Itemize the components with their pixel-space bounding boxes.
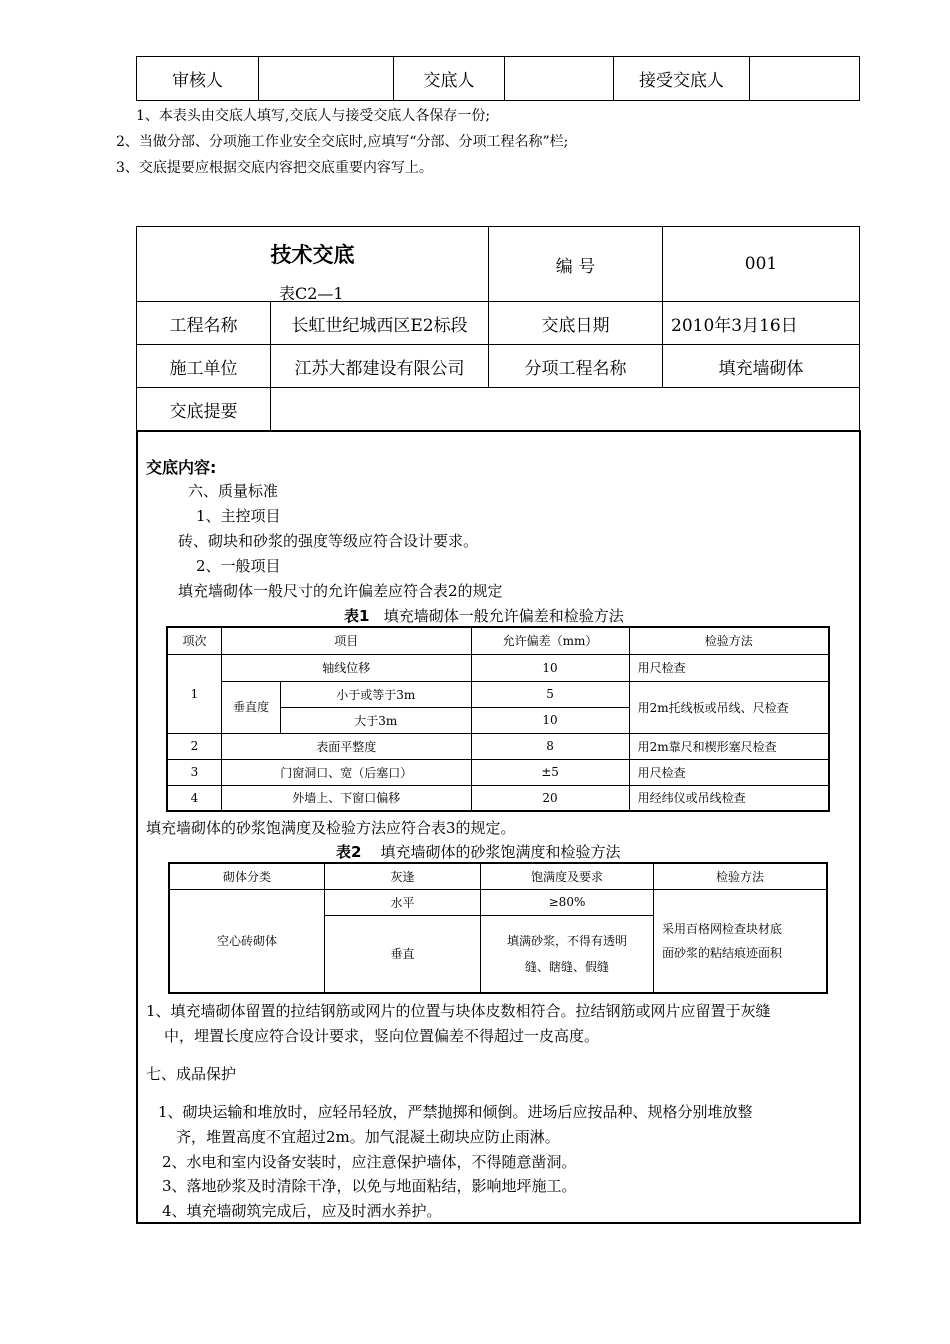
number-value: 001 <box>663 227 860 302</box>
table2-method-line2: 面砂浆的粘结痕迹面积 <box>662 945 783 960</box>
section-7-title: 七、成品保护 <box>146 1065 237 1083</box>
table2-caption-text: 填充墙砌体的砂浆饱满度和检验方法 <box>380 843 621 861</box>
table1-r1-sub2-dev: 10 <box>471 707 629 733</box>
date-label: 交底日期 <box>489 302 663 345</box>
subitem-value: 填充墙砌体 <box>663 345 860 388</box>
signature-table <box>136 56 860 101</box>
table2-joint-h: 水平 <box>325 889 481 915</box>
table1-r2-dev: 8 <box>471 733 629 759</box>
table2-joint-v: 垂直 <box>325 915 481 993</box>
table2-req-h: ≥80% <box>481 889 654 915</box>
table1-caption-text: 填充墙砌体一般允许偏差和检验方法 <box>383 607 624 625</box>
project-value: 长虹世纪城西区E2标段 <box>271 302 489 345</box>
table1-caption <box>344 605 624 626</box>
section-7-1-line2: 齐，堆置高度不宜超过2m。加气混凝土砌块应防止雨淋。 <box>176 1128 560 1146</box>
title-cell <box>137 227 489 302</box>
table1-header-no: 项次 <box>167 627 222 654</box>
table1-r3-method: 用尺检查 <box>629 759 829 785</box>
table2-header-req: 饱满度及要求 <box>481 863 654 889</box>
table1-r3-dev: ±5 <box>471 759 629 785</box>
tolerance-table <box>166 626 830 812</box>
receiver-label: 接受交底人 <box>614 57 750 101</box>
table2-req-v-line2: 缝、瞎缝、假缝 <box>524 959 609 974</box>
table1-header-method: 检验方法 <box>629 627 829 654</box>
number-label: 编 号 <box>489 227 663 302</box>
table1-r1-sub-method: 用2m托线板或吊线、尺检查 <box>629 681 829 733</box>
table1-r3-no: 3 <box>167 759 222 785</box>
section-7-1-line1: 1、砌块运输和堆放时，应轻吊轻放，严禁抛掷和倾倒。进场后应按品种、规格分别堆放整 <box>158 1103 753 1121</box>
receiver-value <box>750 57 860 101</box>
table1-r2-no: 2 <box>167 733 222 759</box>
table2-category: 空心砖砌体 <box>169 889 325 993</box>
table1-r4-method: 用经纬仪或吊线检查 <box>629 785 829 811</box>
note-2: 2、当做分部、分项施工作业安全交底时,应填写“分部、分项工程名称”栏; <box>116 134 569 150</box>
after-table1-text: 填充墙砌体的砂浆饱满度及检验方法应符合表3的规定。 <box>146 819 516 837</box>
discloser-value <box>505 57 614 101</box>
project-label: 工程名称 <box>137 302 271 345</box>
summary-label: 交底提要 <box>137 388 271 431</box>
table1-r1-sub2: 大于3m <box>281 707 472 733</box>
discloser-label: 交底人 <box>394 57 505 101</box>
table1-r1-sub1-dev: 5 <box>471 681 629 707</box>
table1-caption-label: 表1 <box>344 607 370 625</box>
section-6-title: 六、质量标准 <box>188 482 279 500</box>
table1-header-item: 项目 <box>222 627 472 654</box>
contractor-label: 施工单位 <box>137 345 271 388</box>
section-6-1-title: 1、主控项目 <box>196 507 281 525</box>
table1-r1-no: 1 <box>167 654 222 733</box>
note-3: 3、交底提要应根据交底内容把交底重要内容写上。 <box>116 160 433 176</box>
subitem-label: 分项工程名称 <box>489 345 663 388</box>
table1-r4-no: 4 <box>167 785 222 811</box>
date-value: 2010年3月16日 <box>663 302 860 345</box>
section-6-1-text: 砖、砌块和砂浆的强度等级应符合设计要求。 <box>178 532 479 550</box>
mortar-table <box>168 862 828 994</box>
form-code: 表C2—1 <box>279 284 344 303</box>
table2-req-v <box>481 915 654 993</box>
reviewer-value <box>259 57 394 101</box>
table2-caption <box>336 841 621 862</box>
table1-r3-item: 门窗洞口、宽（后塞口） <box>222 759 472 785</box>
table2-caption-label: 表2 <box>336 843 362 861</box>
table1-header-dev: 允许偏差（mm） <box>471 627 629 654</box>
paragraph-1-line2: 中，埋置长度应符合设计要求，竖向位置偏差不得超过一皮高度。 <box>164 1027 600 1045</box>
note-1: 1、本表头由交底人填写,交底人与接受交底人各保存一份; <box>136 108 491 124</box>
table1-r1-item: 轴线位移 <box>222 654 472 681</box>
table1-r1-method: 用尺检查 <box>629 654 829 681</box>
summary-value <box>271 388 860 431</box>
table2-header-category: 砌体分类 <box>169 863 325 889</box>
table2-method-line1: 采用百格网检查块材底 <box>662 921 783 936</box>
content-heading: 交底内容: <box>146 458 217 477</box>
table1-r2-method: 用2m靠尺和楔形塞尺检查 <box>629 733 829 759</box>
section-7-2: 2、水电和室内设备安装时，应注意保护墙体，不得随意凿洞。 <box>162 1153 577 1171</box>
reviewer-label: 审核人 <box>137 57 259 101</box>
table1-r4-dev: 20 <box>471 785 629 811</box>
table2-req-v-line1: 填满砂浆，不得有透明 <box>506 933 627 948</box>
section-6-2-text: 填充墙砌体一般尺寸的允许偏差应符合表2的规定 <box>178 582 503 600</box>
section-6-2-title: 2、一般项目 <box>196 557 281 575</box>
table2-method <box>654 889 828 993</box>
paragraph-1-line1: 1、填充墙砌体留置的拉结钢筋或网片的位置与块体皮数相符合。拉结钢筋或网片应留置于灰缝 <box>146 1002 771 1020</box>
page-title: 技术交底 <box>270 243 355 267</box>
table2-header-joint: 灰逢 <box>325 863 481 889</box>
table1-r1-sub1: 小于或等于3m <box>281 681 472 707</box>
header-table <box>136 226 860 431</box>
section-7-4: 4、填充墙砌筑完成后，应及时洒水养护。 <box>162 1202 442 1220</box>
table1-r1-vert-text: 垂直度 <box>233 700 270 714</box>
table1-r4-item: 外墙上、下窗口偏移 <box>222 785 472 811</box>
section-7-3: 3、落地砂浆及时清除干净，以免与地面粘结，影响地坪施工。 <box>162 1177 577 1195</box>
contractor-value: 江苏大都建设有限公司 <box>271 345 489 388</box>
table1-r2-item: 表面平整度 <box>222 733 472 759</box>
table2-header-method: 检验方法 <box>654 863 828 889</box>
table1-r1-dev: 10 <box>471 654 629 681</box>
table1-r1-vert <box>222 681 281 733</box>
